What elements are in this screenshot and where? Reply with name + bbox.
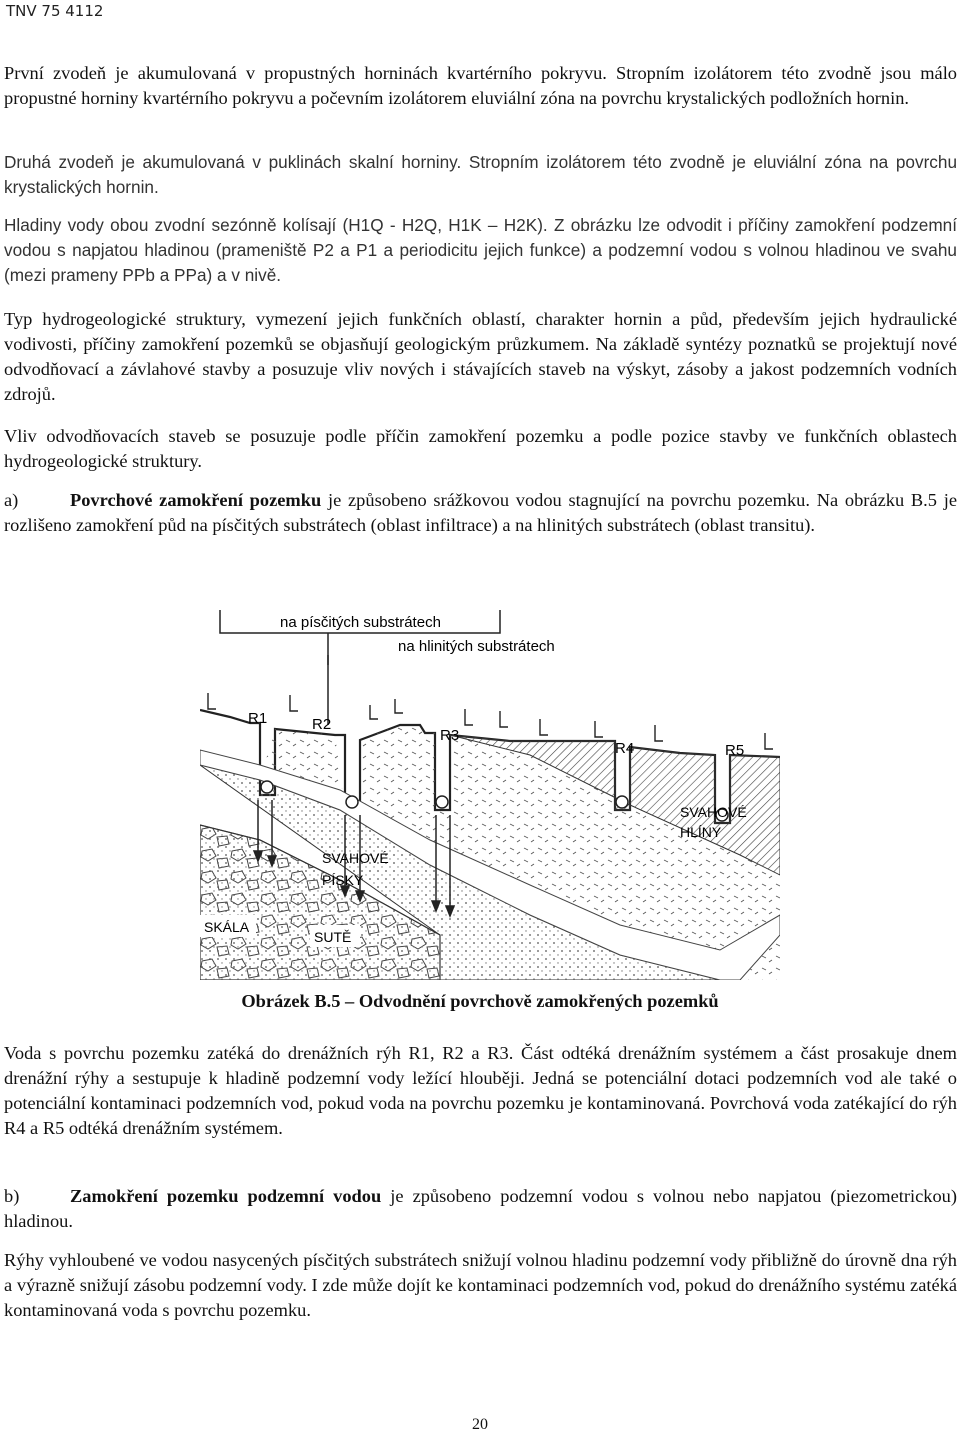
figure-caption: Obrázek B.5 – Odvodnění povrchově zamokřených pozemků — [241, 991, 719, 1011]
label-svahove-hliny-1: SVAHOVÉ — [680, 804, 747, 820]
label-loam-substrates: na hlinitých substrátech — [398, 638, 555, 655]
label-svahove-hliny-2: HLÍNY — [680, 824, 722, 840]
item-label-a: a) — [4, 490, 19, 510]
paragraph-drainage-influence: Vliv odvodňovacích staveb se posuzuje podle příčin zamokření pozemku a podle pozice stavby ve funkčních oblastech hydrogeologické struktury. — [4, 426, 957, 471]
term-surface-wetting: Povrchové zamokření pozemku — [70, 490, 322, 510]
levels-intro: Hladiny vody obou zvodní sezónně kolísají (H1Q - H2Q, H1K – H2K). Z obrázku lze odvodit i příčiny zamokření podzemní vodou s napjatou hladinou (prameniště P2 a P1 a periodicitu jejich funkce) a podzemní vodou s volnou hladinou ve svahu (mezi prameny PPb a PPa) a v nivě. — [4, 215, 957, 285]
term-groundwater-wetting: Zamokření pozemku podzemní vodou — [70, 1186, 382, 1206]
label-sute: SUTĚ — [314, 929, 352, 945]
page-number: 20 — [472, 1416, 488, 1433]
label-svahove-pisky-1: SVAHOVÉ — [322, 850, 389, 866]
surface-wetting-text: je způsobeno srážkovou vodou stagnující na povrchu pozemku. Na obrázku B.5 je rozlišeno zamokření půd na písčitých substrátech (oblast infiltrace) a na hlinitých substrátech (oblast transitu). — [4, 490, 957, 535]
paragraph-first-aquifer: První zvodeň je akumulovaná v propustných horninách kvartérního pokryvu. Stropním izolátorem této zvodně jsou málo propustné horniny kvartérního pokryvu a počevním izolátorem eluviální zóna na povrchu krystalických podložních hornin. — [4, 63, 957, 108]
paragraph-second-aquifer: Druhá zvodeň je akumulovaná v puklinách skalní horniny. Stropním izolátorem této zvodně je eluviální zóna na povrchu krystalických hornin. — [4, 152, 957, 197]
paragraph-groundwater-wetting — [4, 1184, 957, 1234]
page-header: TNV 75 4112 — [6, 2, 104, 20]
label-sand-substrates: na písčitých substrátech — [280, 614, 441, 631]
label-skala: SKÁLA — [204, 919, 250, 935]
trench-label-r3: R3 — [440, 727, 460, 744]
drain-pipe-r1 — [261, 781, 273, 793]
drain-pipe-r4 — [616, 796, 628, 808]
paragraph-surface-wetting — [4, 488, 957, 538]
paragraph-water-levels — [4, 213, 957, 288]
item-label-b: b) — [4, 1186, 20, 1206]
drain-pipe-r2 — [346, 796, 358, 808]
paragraph-surface-water-flow: Voda s povrchu pozemku zatéká do drenážních rýh R1, R2 a R3. Část odtéká drenážním systémem a část prosakuje dnem drenážní rýhy a sestupuje k hladině podzemní vody ležící hlouběji. Jedná se potenciální dotaci podzemních vod ale také o potenciální kontaminaci podzemních vod, pokud voda na povrchu pozemku je kontaminovaná. Povrchová voda zatékající do rýh R4 a R5 odtéká drenážním systémem. — [4, 1043, 957, 1138]
paragraph-trenches-saturated: Rýhy vyhloubené ve vodou nasycených písčitých substrátech snižují volnou hladinu podzemní vody přibližně do úrovně dna rýh a výrazně snižují zásobu podzemní vody. I zde může dojít ke kontaminaci podzemních vod, pokud do drenážního systému zatéká kontaminovaná voda s povrchu pozemku. — [4, 1250, 957, 1320]
figure-drainage-diagram — [200, 605, 780, 980]
trench-label-r1: R1 — [248, 710, 268, 727]
trench-label-r5: R5 — [725, 742, 745, 759]
label-svahove-pisky-2: PÍSKY — [322, 872, 364, 888]
groundwater-wetting-text: je způsobeno podzemní vodou s volnou nebo napjatou (piezometrickou) hladinou. — [4, 1186, 957, 1231]
trench-label-r2: R2 — [312, 716, 332, 733]
drain-pipe-r3 — [436, 796, 448, 808]
trench-label-r4: R4 — [615, 740, 635, 757]
paragraph-hydrogeology: Typ hydrogeologické struktury, vymezení jejich funkčních oblastí, charakter hornin a půd, především jejich hydraulické vodivosti, příčiny zamokření pozemků se objasňují geologickým průzkumem. Na základě syntézy poznatků se projektují nové odvodňovací a závlahové stavby a posuzuje vliv nových i stávajících staveb na výskyt, zásoby a jakost podzemních vodních zdrojů. — [4, 309, 957, 404]
